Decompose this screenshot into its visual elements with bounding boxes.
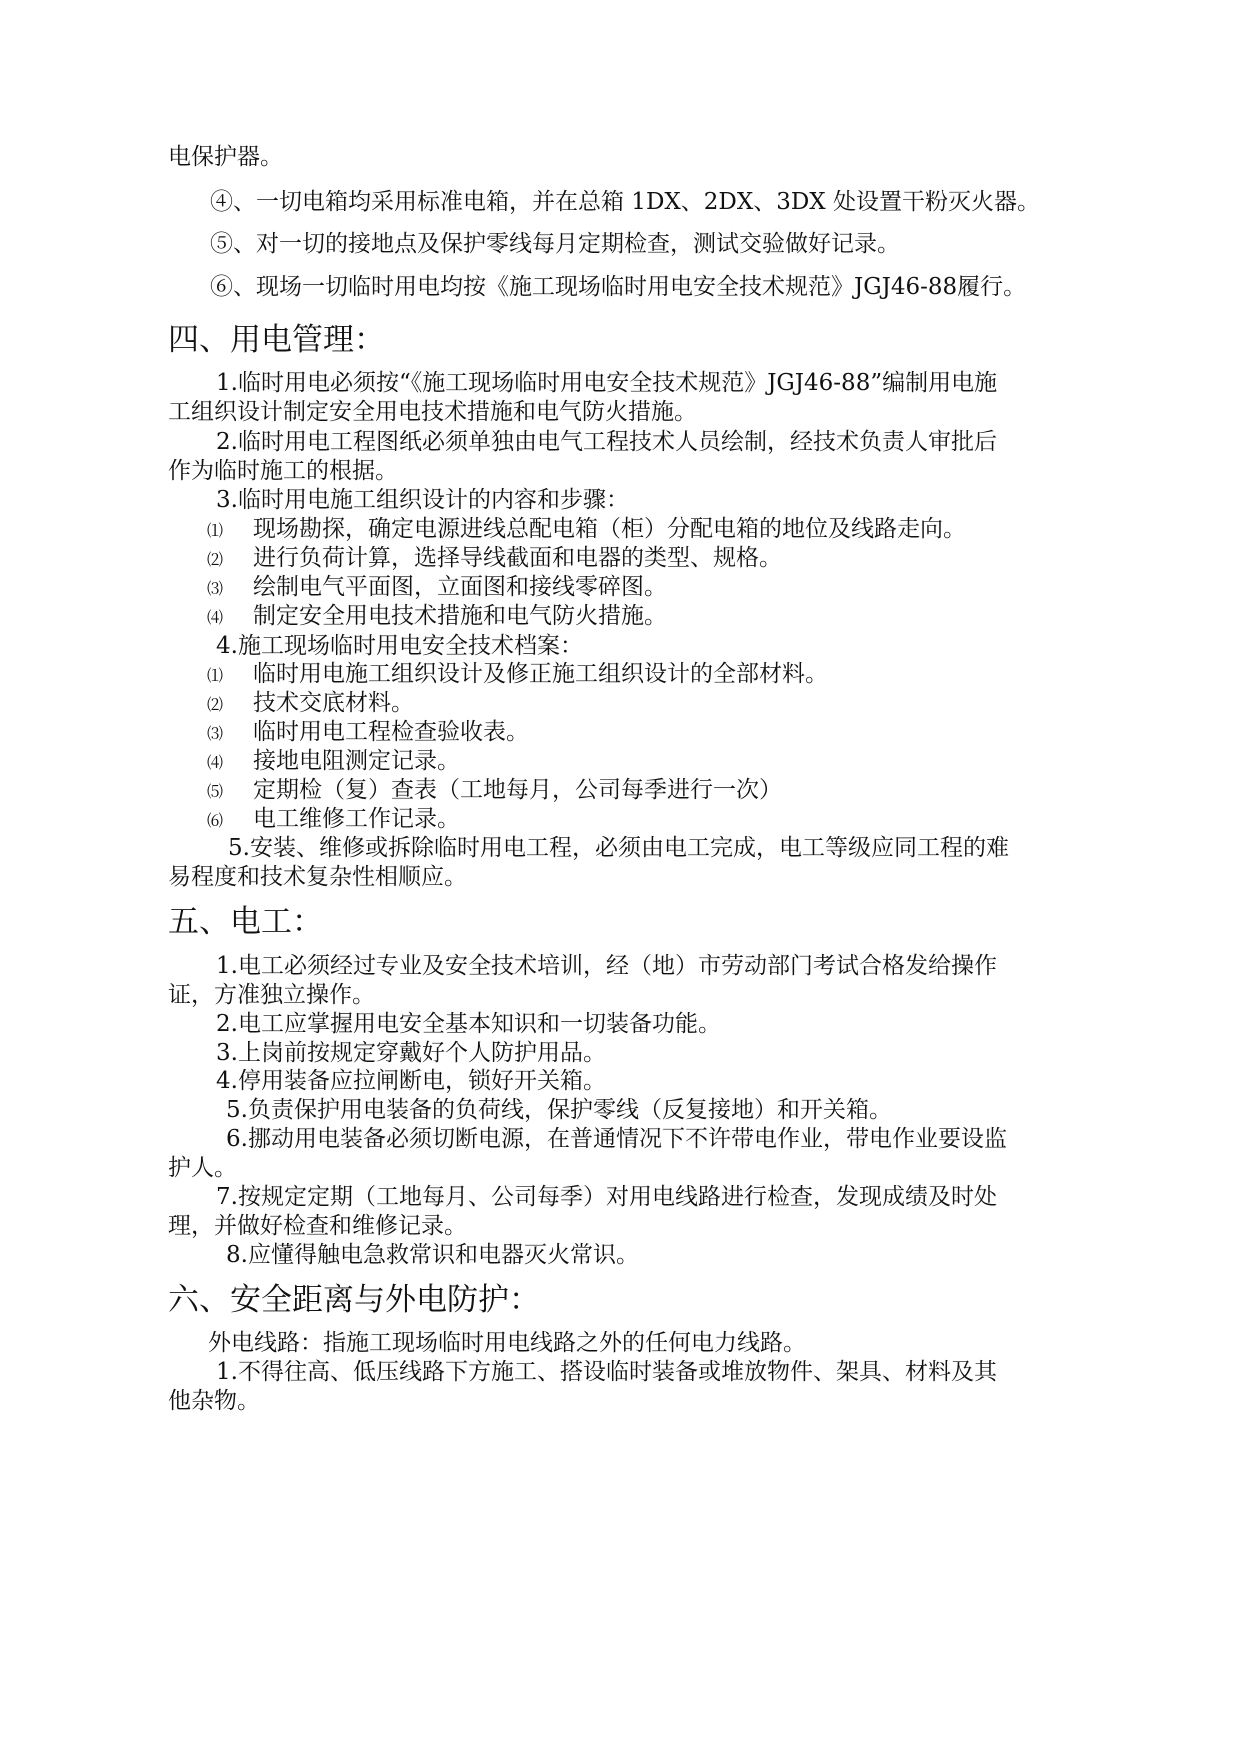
list-item-5: ⑤、对一切的接地点及保护零线每月定期检查，测试交验做好记录。: [210, 231, 900, 257]
list-item-4: ④、一切电箱均采用标准电箱，并在总箱 1DX、2DX、3DX 处设置干粉灭火器。: [210, 189, 1040, 215]
list-item: [207, 688, 414, 720]
list-item-6: ⑥、现场一切临时用电均按《施工现场临时用电安全技术规范》JGJ46-88履行。: [210, 274, 1027, 300]
paragraph: 护人。: [168, 1155, 237, 1181]
item-text: 电工维修工作记录。: [253, 806, 460, 832]
paragraph: 3.上岗前按规定穿戴好个人防护用品。: [216, 1040, 606, 1066]
section-heading-4: 四、用电管理：: [168, 322, 385, 358]
paragraph: 易程度和技术复杂性相顺应。: [168, 864, 467, 890]
continuation-text: 电保护器。: [168, 144, 283, 170]
item-number: ⑶: [207, 579, 224, 598]
paragraph: 作为临时施工的根据。: [168, 458, 398, 484]
list-item: [207, 717, 529, 749]
paragraph: 4.停用装备应拉闸断电，锁好开关箱。: [216, 1068, 606, 1094]
list-item: [207, 572, 667, 604]
item-text: 临时用电施工组织设计及修正施工组织设计的全部材料。: [253, 661, 828, 687]
paragraph: 1.临时用电必须按“《施工现场临时用电安全技术规范》JGJ46-88”编制用电施: [216, 370, 998, 396]
item-number: ⑹: [207, 811, 224, 830]
list-item: [207, 659, 828, 691]
paragraph: 6.挪动用电装备必须切断电源，在普通情况下不许带电作业，带电作业要设监: [226, 1126, 1007, 1152]
item-text: 接地电阻测定记录。: [253, 748, 460, 774]
paragraph: 工组织设计制定安全用电技术措施和电气防火措施。: [168, 399, 697, 425]
paragraph: 8.应懂得触电急救常识和电器灭火常识。: [226, 1242, 639, 1268]
item-number: ⑸: [207, 782, 224, 801]
paragraph: 2.电工应掌握用电安全基本知识和一切装备功能。: [216, 1011, 721, 1037]
section-heading-6: 六、安全距离与外电防护：: [168, 1282, 540, 1318]
paragraph: 他杂物。: [168, 1388, 260, 1414]
item-text: 进行负荷计算，选择导线截面和电器的类型、规格。: [253, 545, 782, 571]
item-number: ⑶: [207, 724, 224, 743]
item-number: ⑴: [207, 521, 224, 540]
item-number: ⑴: [207, 666, 224, 685]
paragraph: 4.施工现场临时用电安全技术档案：: [216, 633, 583, 659]
paragraph: 2.临时用电工程图纸必须单独由电气工程技术人员绘制，经技术负责人审批后: [216, 429, 997, 455]
paragraph: 5.安装、维修或拆除临时用电工程，必须由电工完成，电工等级应同工程的难: [228, 835, 1009, 861]
paragraph: 1.不得往高、低压线路下方施工、搭设临时装备或堆放物件、架具、材料及其: [216, 1359, 997, 1385]
section-heading-5: 五、电工：: [168, 904, 323, 940]
paragraph: 7.按规定定期（工地每月、公司每季）对用电线路进行检查，发现成绩及时处: [216, 1184, 997, 1210]
list-item: [207, 543, 782, 575]
item-text: 临时用电工程检查验收表。: [253, 719, 529, 745]
item-number: ⑵: [207, 695, 224, 714]
item-number: ⑵: [207, 550, 224, 569]
item-text: 定期检（复）查表（工地每月，公司每季进行一次）: [253, 777, 782, 803]
item-text: 现场勘探，确定电源进线总配电箱（柜）分配电箱的地位及线路走向。: [253, 516, 966, 542]
paragraph: 5.负责保护用电装备的负荷线，保护零线（反复接地）和开关箱。: [226, 1097, 892, 1123]
list-item: [207, 804, 460, 836]
list-item: [207, 746, 460, 778]
list-item: [207, 775, 782, 807]
item-text: 绘制电气平面图，立面图和接线零碎图。: [253, 574, 667, 600]
item-number: ⑷: [207, 608, 224, 627]
paragraph: 外电线路：指施工现场临时用电线路之外的任何电力线路。: [208, 1330, 806, 1356]
item-text: 技术交底材料。: [253, 690, 414, 716]
paragraph: 证，方准独立操作。: [168, 982, 375, 1008]
paragraph: 3.临时用电施工组织设计的内容和步骤：: [216, 487, 629, 513]
paragraph: 1.电工必须经过专业及安全技术培训，经（地）市劳动部门考试合格发给操作: [216, 953, 997, 979]
list-item: [207, 514, 966, 546]
item-text: 制定安全用电技术措施和电气防火措施。: [253, 603, 667, 629]
paragraph: 理，并做好检查和维修记录。: [168, 1213, 467, 1239]
list-item: [207, 601, 667, 633]
item-number: ⑷: [207, 753, 224, 772]
